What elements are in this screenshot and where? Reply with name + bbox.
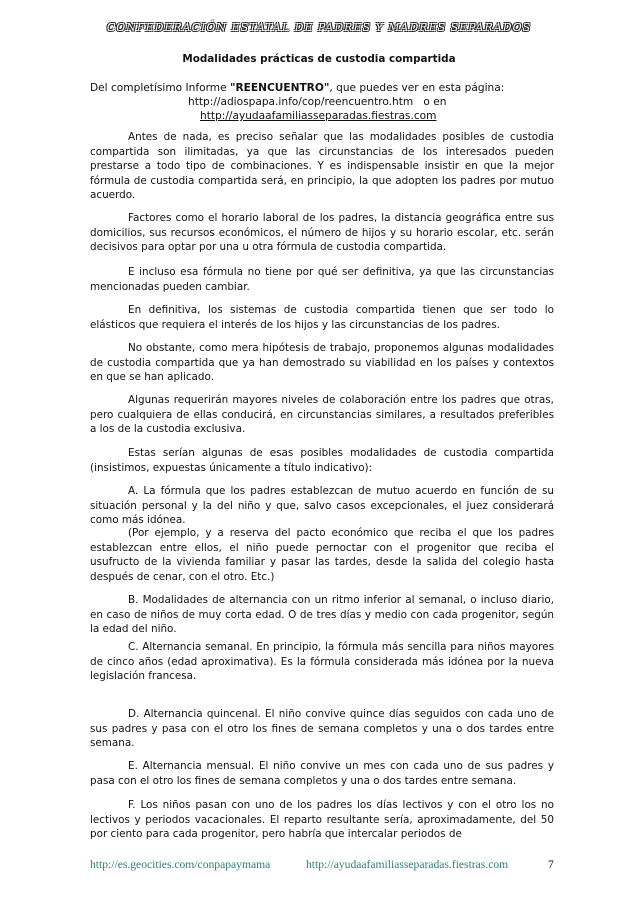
- paragraph: No obstante, como mera hipótesis de trabajo, proponemos algunas modalidades de custodia compartida que ya han demostrado su viabilidad en los países y contextos en que se han aplicado.: [90, 342, 554, 383]
- report-name: "REENCUENTRO": [229, 82, 330, 94]
- intro-text: , que puedes ver en esta página:: [329, 82, 505, 94]
- list-item: A. La fórmula que los padres establezcan de mutuo acuerdo en función de su situación personal y la del niño y que, salvo casos excepcionales, el juez considerará como más idónea.: [90, 485, 554, 526]
- page-title: Modalidades prácticas de custodia compartida: [182, 53, 456, 65]
- intro-text: Del completísimo Informe: [90, 82, 230, 94]
- list-item-note: (Por ejemplo, y a reserva del pacto económico que reciba el que los padres establezcan entre ellos, el niño puede pernoctar con el progenitor que reciba el usufructo de la vivienda familiar y pasar las tardes, desde la salida del colegio hasta después de cenar, con el otro. Etc.): [90, 527, 554, 583]
- footer-link-geocities[interactable]: http://es.geocities.com/conpapaymama: [90, 858, 271, 871]
- paragraph: En definitiva, los sistemas de custodia compartida tienen que ser todo lo elásticos que requiera el interés de los hijos y las circunstancias de los padres.: [90, 304, 554, 331]
- paragraph: Algunas requerirán mayores niveles de colaboración entre los padres que otras, pero cualquiera de ellas conducirá, en circunstancias similares, a resultados preferibles a los de la custodia exclusiva.: [90, 394, 554, 435]
- list-item: C. Alternancia semanal. En principio, la fórmula más sencilla para niños mayores de cinco años (edad aproximativa). Es la fórmula considerada más idónea por la nueva legislación francesa.: [90, 641, 554, 682]
- intro-block: [90, 81, 554, 123]
- paragraph: Factores como el horario laboral de los padres, la distancia geográfica entre sus domicilios, sus recursos económicos, el número de hijos y su horario escolar, etc. serán decisivos para optar por una u otra fórmula de custodia compartida.: [90, 212, 554, 253]
- list-item: E. Alternancia mensual. El niño convive un mes con cada uno de sus padres y pasa con el otro los fines de semana completos y una o dos tardes entre semana.: [90, 760, 554, 787]
- paragraph: E incluso esa fórmula no tiene por qué ser definitiva, ya que las circunstancias mencionadas pueden cambiar.: [90, 266, 554, 293]
- intro-line: [90, 81, 554, 95]
- header-banner: CONFEDERACIÓN ESTATAL DE PADRES Y MADRES SEPARADOS: [106, 21, 532, 34]
- ayuda-link[interactable]: http://ayudaafamiliasseparadas.fiestras.com: [200, 110, 437, 122]
- list-item: B. Modalidades de alternancia con un ritmo inferior al semanal, o incluso diario, en caso de niños de muy corta edad. O de tres días y medio con cada progenitor, según la edad del niño.: [90, 594, 554, 635]
- footer-link-ayuda[interactable]: http://ayudaafamiliasseparadas.fiestras.com: [306, 858, 509, 871]
- intro-line: [90, 109, 554, 123]
- list-item: F. Los niños pasan con uno de los padres los días lectivos y con el otro los no lectivos y periodos vacacionales. El reparto resultante sería, aproximadamente, del 50 por ciento para cada progenitor, pero habría que intercalar periodos de: [90, 799, 554, 840]
- or-text: o en: [423, 96, 447, 108]
- page-number: 7: [548, 858, 554, 871]
- intro-line: [90, 95, 554, 109]
- paragraph: Antes de nada, es preciso señalar que las modalidades posibles de custodia compartida son ilimitadas, ya que las circunstancias de los interesados pueden prestarse a todo tipo de combinaciones. Y es indispensable insistir en que la mejor fórmula de custodia compartida será, en principio, la que adopten los padres por mutuo acuerdo.: [90, 131, 554, 201]
- paragraph: Estas serían algunas de esas posibles modalidades de custodia compartida (insistimos, expuestas únicamente a título indicativo):: [90, 447, 554, 474]
- list-item: D. Alternancia quincenal. El niño convive quince días seguidos con cada uno de sus padres y pasa con el otro los fines de semana completos y una o dos tardes entre semana.: [90, 708, 554, 749]
- report-url: http://adiospapa.info/cop/reencuentro.htm: [188, 96, 414, 108]
